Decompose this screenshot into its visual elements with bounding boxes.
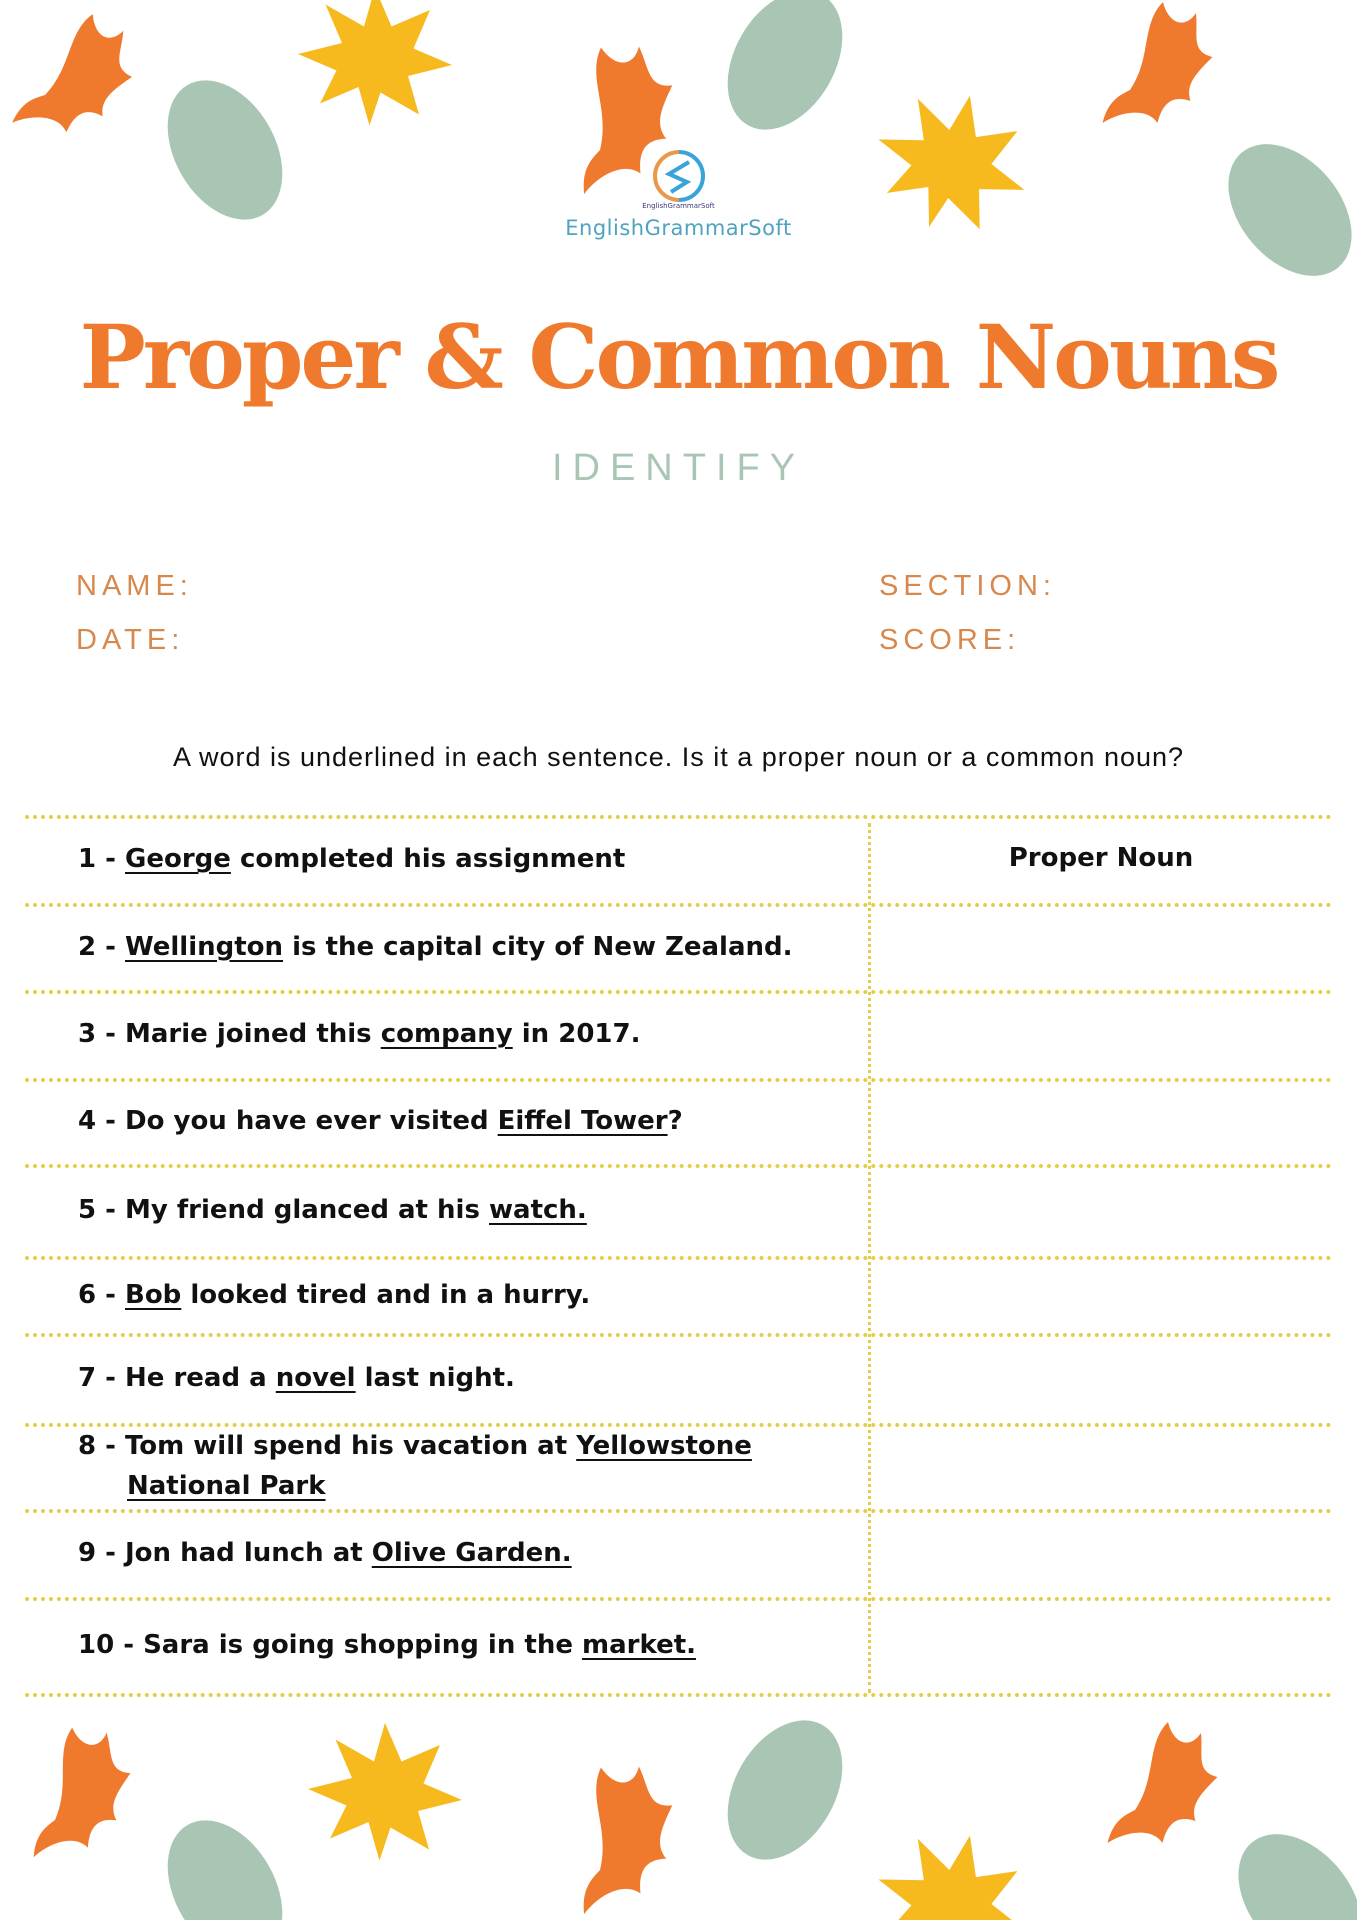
underlined-word: Wellington — [125, 931, 284, 962]
underlined-word: market. — [582, 1630, 697, 1660]
question-row — [78, 1190, 818, 1230]
row-divider — [25, 1333, 1332, 1337]
question-number: 3 - — [78, 1019, 125, 1049]
leaves-decoration-bottom — [0, 1700, 1357, 1920]
question-text-after: looked tired and in a hurry. — [181, 1279, 591, 1310]
question-text-before: Marie joined this — [125, 1019, 381, 1049]
question-text-after: last night. — [355, 1363, 515, 1393]
question-row — [78, 1625, 818, 1665]
underlined-word: company — [380, 1019, 513, 1049]
question-text-after: ? — [667, 1106, 683, 1136]
leaves-decoration-top — [0, 0, 1357, 290]
section-label: SECTION: — [879, 570, 1056, 602]
row-divider — [25, 1164, 1332, 1168]
row-divider — [25, 1256, 1332, 1260]
underlined-word: watch. — [489, 1195, 587, 1225]
row-divider — [25, 1597, 1332, 1601]
question-row — [78, 1358, 818, 1398]
question-text-before: Tom will spend his vacation at — [125, 1431, 577, 1461]
question-text-after: in 2017. — [512, 1019, 641, 1049]
question-row — [78, 1014, 818, 1054]
question-number: 8 - — [78, 1431, 125, 1461]
question-number: 6 - — [78, 1279, 125, 1310]
question-text-before: My friend glanced at his — [125, 1195, 489, 1225]
question-row — [78, 1426, 818, 1506]
underlined-word: George — [125, 844, 231, 874]
question-text-after: is the capital city of New Zealand. — [283, 931, 793, 962]
logo-icon — [651, 148, 707, 204]
name-label: NAME: — [76, 570, 193, 602]
underlined-word: Eiffel Tower — [497, 1106, 668, 1136]
question-number: 7 - — [78, 1363, 125, 1393]
question-row — [78, 927, 818, 967]
underlined-word: novel — [275, 1363, 356, 1393]
brand-logo — [0, 148, 1357, 240]
row-divider — [25, 990, 1332, 994]
brand-name: EnglishGrammarSoft — [565, 216, 792, 240]
underlined-word: Olive Garden. — [371, 1538, 572, 1568]
page-title: Proper & Common Nouns — [79, 305, 1278, 409]
question-number: 4 - — [78, 1106, 125, 1136]
question-text-before: Jon had lunch at — [125, 1538, 372, 1568]
underlined-word: Yellowstone — [576, 1431, 752, 1461]
question-number: 2 - — [78, 931, 125, 962]
instructions: A word is underlined in each sentence. Is it a proper noun or a common noun? — [172, 742, 1185, 772]
row-divider — [25, 903, 1332, 907]
question-number: 5 - — [78, 1195, 125, 1225]
question-number: 9 - — [78, 1538, 125, 1568]
question-text-after: completed his assignment — [230, 844, 626, 874]
question-row — [78, 1275, 818, 1315]
underlined-word: Bob — [125, 1279, 182, 1310]
score-label: SCORE: — [879, 624, 1021, 656]
row-divider — [25, 1509, 1332, 1513]
question-text-before: Sara is going shopping in the — [143, 1630, 583, 1660]
page-subtitle: IDENTIFY — [551, 447, 806, 489]
row-divider — [25, 815, 1332, 819]
question-row — [78, 1533, 818, 1573]
question-number: 1 - — [78, 844, 125, 874]
question-text-before: He read a — [125, 1363, 276, 1393]
date-label: DATE: — [76, 624, 185, 656]
underlined-word-continued: National Park — [127, 1471, 326, 1501]
question-row — [78, 839, 818, 879]
row-divider — [25, 1078, 1332, 1082]
question-number: 10 - — [78, 1630, 144, 1660]
question-text-before: Do you have ever visited — [125, 1106, 498, 1136]
question-row — [78, 1101, 818, 1141]
logo-small-text: EnglishGrammarSoft — [642, 202, 715, 210]
row-divider — [25, 1693, 1332, 1697]
answer-cell[interactable]: Proper Noun — [1008, 843, 1194, 873]
